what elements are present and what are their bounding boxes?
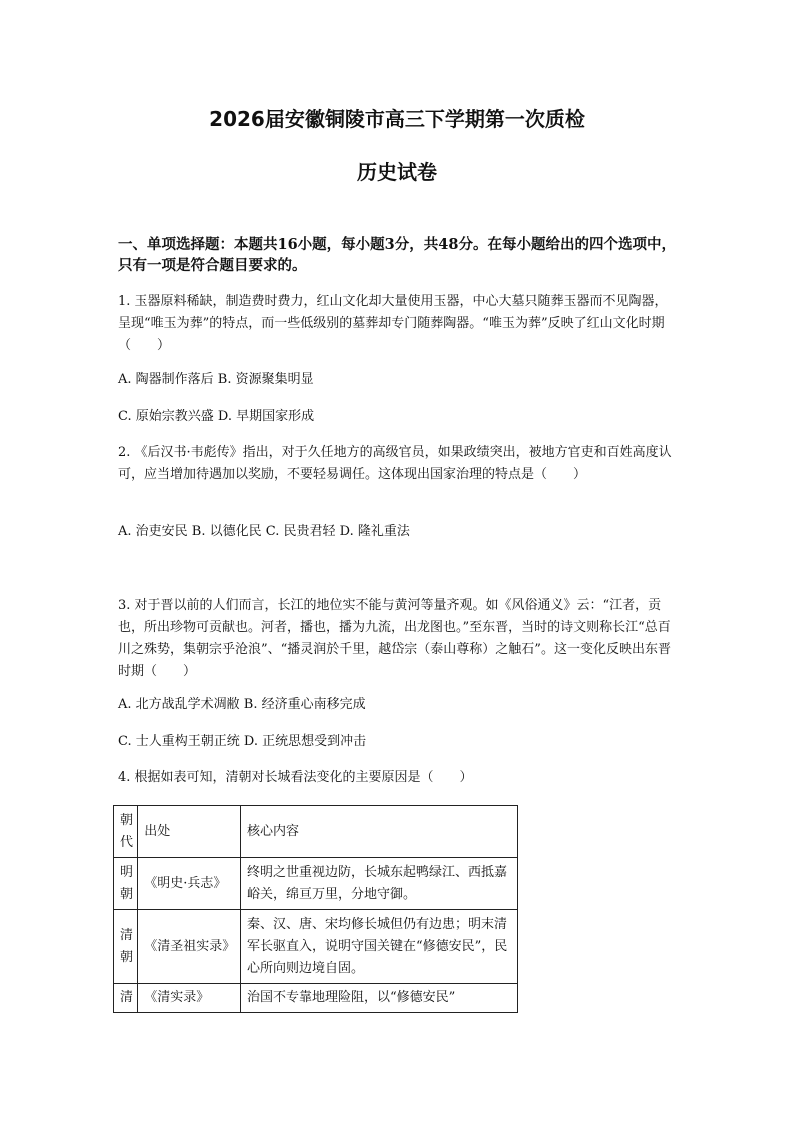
document-title: 2026届安徽铜陵市高三下学期第一次质检 xyxy=(209,107,585,131)
table-row xyxy=(114,858,518,910)
table-cell-source: 《清实录》 xyxy=(138,984,241,1013)
table-cell-content: 秦、汉、唐、宋均修长城但仍有边患；明末清军长驱直入，说明守国关键在“修德安民”，民心所向则边境自固。 xyxy=(240,910,517,984)
table-cell-dynasty: 清朝 xyxy=(114,910,138,984)
question-1-options-ab: A. 陶器制作落后 B. 资源聚集明显 xyxy=(118,372,314,387)
table-cell-dynasty: 清 xyxy=(114,984,138,1013)
question-4-stem: 4. 根据如表可知，清朝对长城看法变化的主要原因是（ ） xyxy=(118,770,473,785)
table-row xyxy=(114,984,518,1013)
question-1-options-cd: C. 原始宗教兴盛 D. 早期国家形成 xyxy=(118,409,315,424)
table-cell-source: 《明史·兵志》 xyxy=(138,858,241,910)
question-3-stem: 3. 对于晋以前的人们而言，长江的地位实不能与黄河等量齐观。如《风俗通义》云：“江者，贡也，所出珍物可贡献也。河者，播也，播为九流，出龙图也。”至东晋，当时的诗文则称长江“总百川之殊势，集朝宗乎沧浪”、“播灵润於千里，越岱宗（泰山尊称）之触石”。这一变化反映出东晋时期（ ） xyxy=(118,598,671,679)
question-1-stem: 1. 玉器原料稀缺，制造费时费力，红山文化却大量使用玉器，中心大墓只随葬玉器而不见陶器，呈现“唯玉为葬”的特点，而一些低级别的墓葬却专门随葬陶器。“唯玉为葬”反映了红山文化时期（ ） xyxy=(118,294,668,353)
dynasty-table xyxy=(113,805,518,1013)
table-header-cell: 出处 xyxy=(138,806,241,858)
question-3-options-ab: A. 北方战乱学术凋敝 B. 经济重心南移完成 xyxy=(118,697,366,712)
document-subtitle: 历史试卷 xyxy=(357,160,437,184)
question-2-stem: 2. 《后汉书·韦彪传》指出，对于久任地方的高级官员，如果政绩突出，被地方官吏和百姓高度认可，应当增加待遇加以奖励，不要轻易调任。这体现出国家治理的特点是（ ） xyxy=(118,445,672,482)
question-3-options-cd: C. 士人重构王朝正统 D. 正统思想受到冲击 xyxy=(118,734,367,749)
table-cell-content: 终明之世重视边防，长城东起鸭绿江、西抵嘉峪关，绵亘万里，分地守御。 xyxy=(240,858,517,910)
table-cell-content: 治国不专靠地理险阻，以“修德安民” xyxy=(240,984,517,1013)
table-header-cell: 朝代 xyxy=(114,806,138,858)
table-header-cell: 核心内容 xyxy=(240,806,517,858)
question-2-options: A. 治吏安民 B. 以德化民 C. 民贵君轻 D. 隆礼重法 xyxy=(118,524,410,539)
table-row xyxy=(114,910,518,984)
table-cell-dynasty: 明朝 xyxy=(114,858,138,910)
table-cell-source: 《清圣祖实录》 xyxy=(138,910,241,984)
section-heading: 一、单项选择题：本题共16小题，每小题3分，共48分。在每小题给出的四个选项中，只有一项是符合题目要求的。 xyxy=(118,236,676,274)
table-header-row xyxy=(114,806,518,858)
